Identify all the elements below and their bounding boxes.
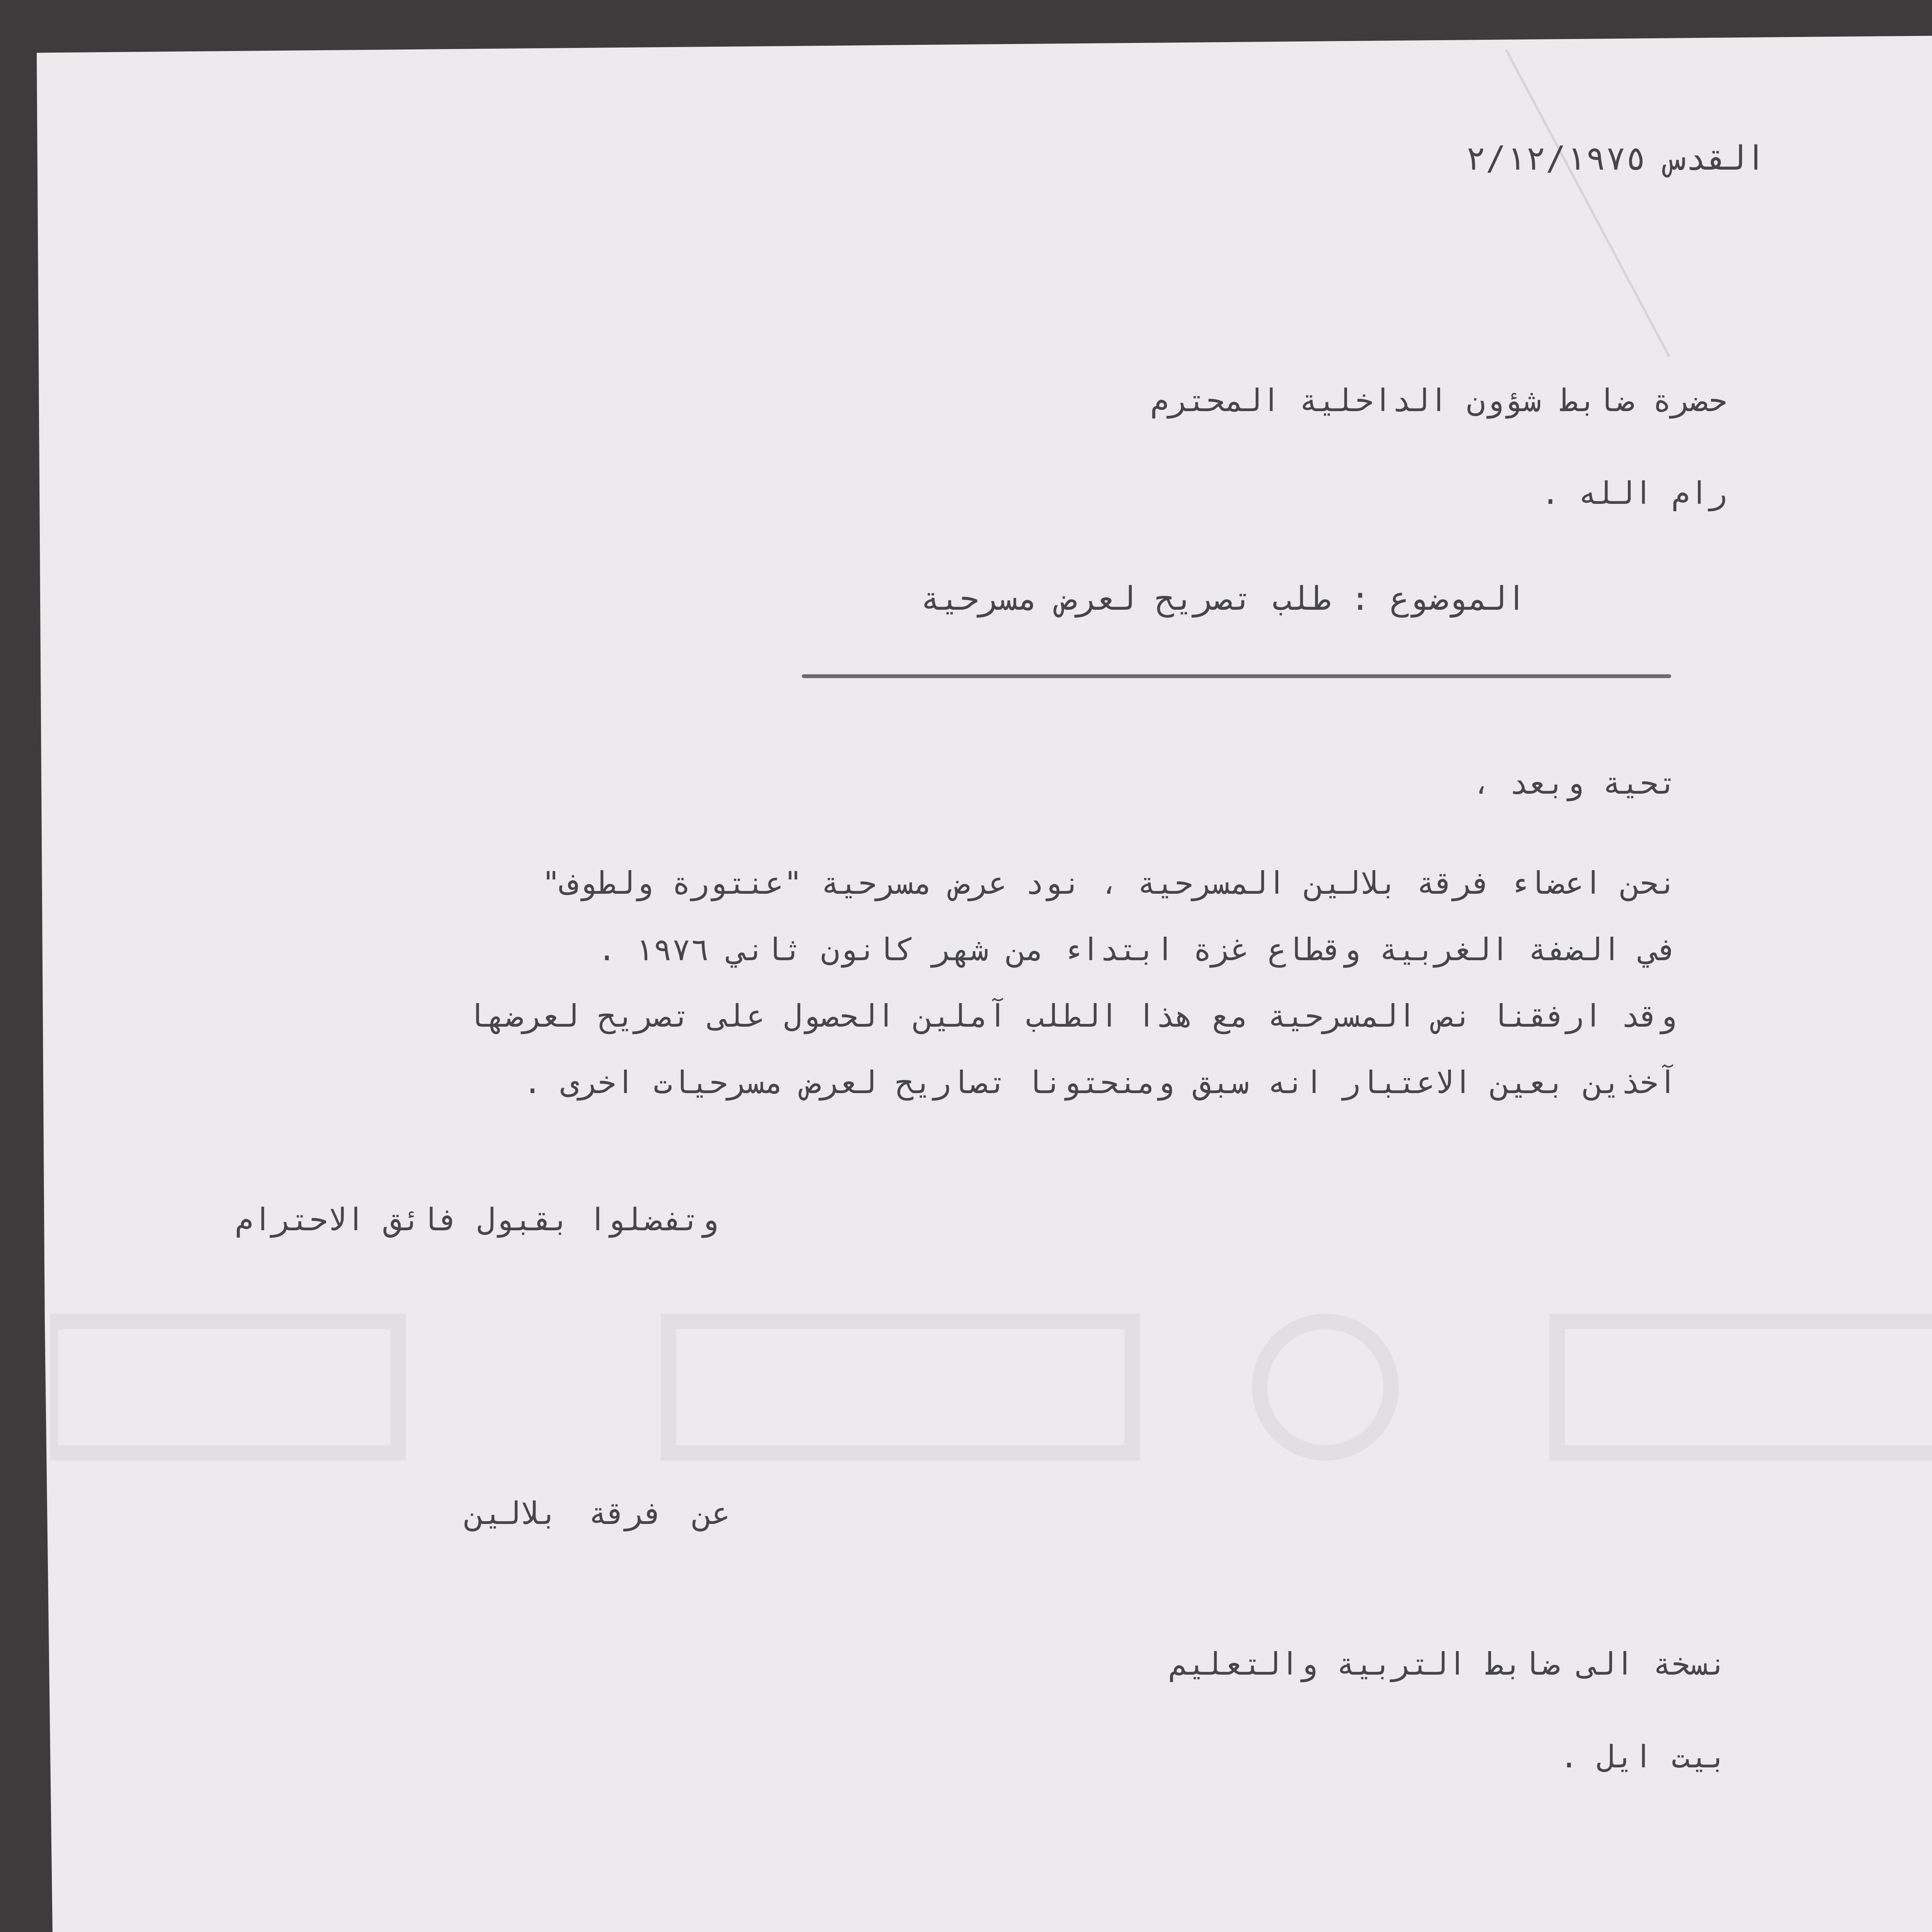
subject-line: الموضوع : طلب تصريح لعرض مسرحية	[920, 580, 1526, 617]
signature: عن فرقة بلالين	[465, 1495, 730, 1531]
letter-date: القدس ٢/١٢/١٩٧٥	[1466, 139, 1766, 178]
addressee: حضرة ضابط شؤون الداخلية المحترم	[1150, 383, 1727, 418]
subject-underline	[802, 674, 1671, 678]
greeting: تحية وبعد ،	[1472, 765, 1677, 801]
faint-letterhead-watermark	[50, 1306, 1932, 1468]
closing-line: وتفضلوا بقبول فائق الاحترام	[235, 1202, 719, 1238]
paper-crease	[1505, 49, 1670, 357]
addressee-city: رام الله .	[1541, 475, 1727, 511]
letter-body: نحن اعضاء فرقة بلالين المسرحية ، نود عرض مسرحية "عنتورة ولطوف" في الضفة الغربية وقطاع غزة ابتداء من شهر كانون ثاني ١٩٧٦ . وقد ارفقنا نص المسرحية مع هذا الطلب آملين الحصول على تصريح لعرضها آخذين بعين الاعتبار انه سبق ومنحتونا تصاريح لعرض مسرحيات اخرى .	[467, 865, 1677, 1100]
copy-to-place: بيت ايل .	[1560, 1739, 1727, 1775]
copy-to-line: نسخة الى ضابط التربية والتعليم	[1169, 1646, 1727, 1682]
